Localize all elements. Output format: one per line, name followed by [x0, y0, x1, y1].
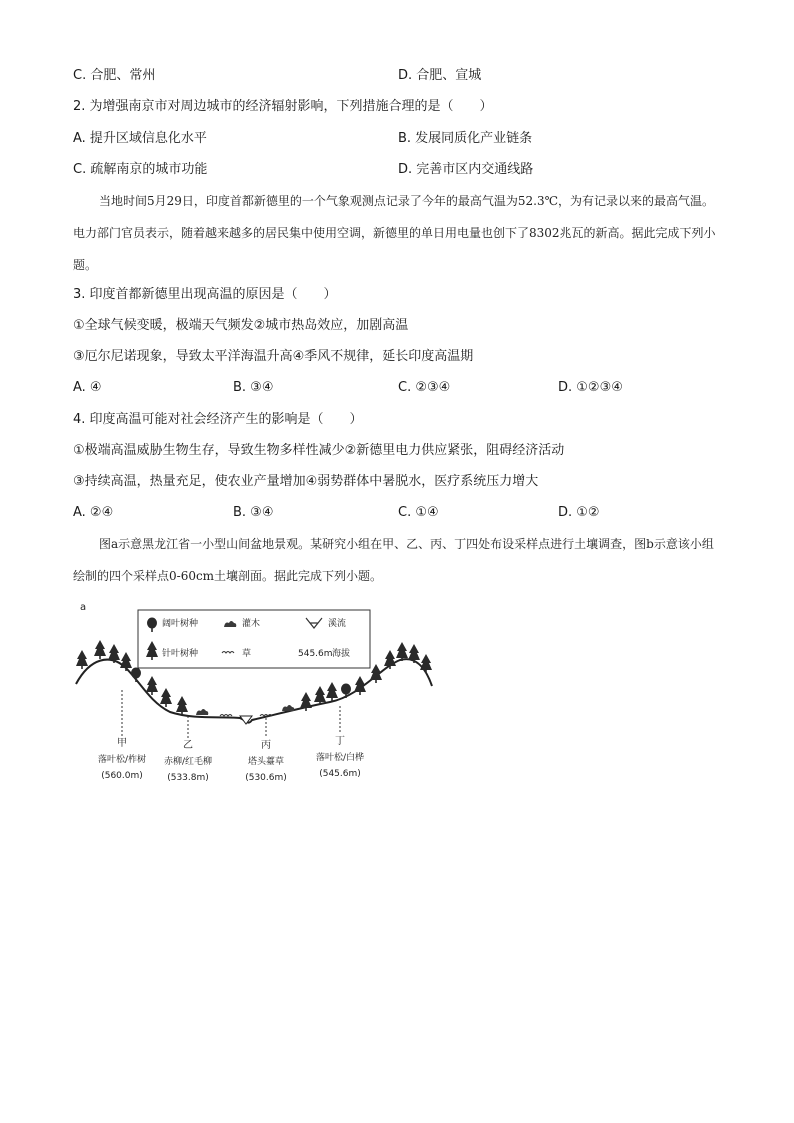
site-bing-elevation: (530.6m) — [245, 773, 287, 783]
site-ding-vegetation: 落叶松/白桦 — [315, 753, 365, 763]
terrain-profile — [76, 659, 432, 722]
q4-statements-1: ①极端高温威胁生物生存，导致生物多样性减少②新德里电力供应紧张，阻碍经济活动 — [73, 443, 565, 458]
site-ding-name: 丁 — [335, 736, 345, 747]
q2-option-a: A. 提升区域信息化水平 — [73, 131, 207, 146]
q2-option-b: B. 发展同质化产业链条 — [398, 131, 533, 146]
q3-option-a: A. ④ — [73, 380, 102, 395]
conifer-icon — [176, 696, 188, 715]
site-bing-vegetation: 塔头薹草 — [247, 757, 285, 767]
shrub-icon — [196, 709, 208, 715]
site-jia-name: 甲 — [117, 738, 127, 749]
q2-option-d: D. 完善市区内交通线路 — [398, 162, 534, 177]
q4-option-a: A. ②④ — [73, 505, 114, 520]
legend-elevation: 海拔 — [332, 649, 351, 659]
q4-statements-2: ③持续高温，热量充足，使农业产量增加④弱势群体中暑脱水，医疗系统压力增大 — [73, 474, 539, 489]
q4-stem: 4. 印度高温可能对社会经济产生的影响是（ ） — [73, 412, 363, 427]
site-jia-elevation: (560.0m) — [101, 771, 143, 781]
q4-option-d: D. ①② — [558, 505, 600, 520]
conifer-icon — [94, 640, 106, 659]
q3-statements-2: ③厄尔尼诺现象，导致太平洋海温升高④季风不规律，延长印度高温期 — [73, 349, 474, 364]
q1-option-d: D. 合肥、宣城 — [398, 68, 482, 83]
passage-india-heat-text: 当地时间5月29日，印度首都新德里的一个气象观测点记录了今年的最高气温为52.3℃，为有记录以来的最高气温。电力部门官员表示，随着越来越多的居民集中使用空调，新德里的单日用电量也创下了8302兆瓦的新高。据此完成下列小题。 — [73, 194, 716, 272]
shrub-icon — [282, 705, 294, 711]
legend-conifer: 针叶树种 — [162, 649, 199, 659]
site-yi-vegetation: 赤柳/红毛柳 — [163, 757, 213, 767]
q3-stem: 3. 印度首都新德里出现高温的原因是（ ） — [73, 287, 337, 302]
conifer-icon — [160, 688, 172, 707]
q1-option-c: C. 合肥、常州 — [73, 68, 156, 83]
conifer-icon — [76, 650, 88, 669]
site-yi-name: 乙 — [183, 740, 193, 751]
conifer-icon — [326, 682, 338, 701]
grass-icon — [220, 715, 232, 717]
passage-basin — [73, 528, 723, 592]
passage-india-heat — [73, 185, 723, 281]
legend-grass: 草 — [242, 649, 252, 659]
site-bing-name: 丙 — [261, 740, 271, 751]
q2-stem: 2. 为增强南京市对周边城市的经济辐射影响，下列措施合理的是（ ） — [73, 99, 493, 114]
q4-option-b: B. ③④ — [233, 505, 274, 520]
conifer-icon — [314, 686, 326, 705]
site-jia-vegetation: 落叶松/柞树 — [97, 755, 147, 765]
site-ding-elevation: (545.6m) — [319, 769, 361, 779]
passage-basin-text: 图a示意黑龙江省一小型山间盆地景观。某研究小组在甲、乙、丙、丁四处布设采样点进行土壤调查，图b示意该小组绘制的四个采样点0-60cm土壤剖面。据此完成下列小题。 — [73, 537, 714, 583]
q3-option-c: C. ②③④ — [398, 380, 451, 395]
broadleaf-icon — [131, 668, 141, 683]
q3-option-b: B. ③④ — [233, 380, 274, 395]
conifer-icon — [146, 676, 158, 695]
legend-broadleaf: 阔叶树种 — [162, 619, 199, 629]
site-yi-elevation: (533.8m) — [167, 773, 209, 783]
q3-statements-1: ①全球气候变暖，极端天气频发②城市热岛效应，加剧高温 — [73, 318, 409, 333]
legend-stream: 溪流 — [328, 619, 347, 629]
conifer-icon — [120, 652, 132, 671]
q2-option-c: C. 疏解南京的城市功能 — [73, 162, 208, 177]
legend-shrub: 灌木 — [242, 619, 261, 629]
q4-option-c: C. ①④ — [398, 505, 439, 520]
figure-a-basin-profile — [70, 598, 440, 793]
q3-option-d: D. ①②③④ — [558, 380, 623, 395]
conifer-icon — [384, 650, 396, 669]
legend-elevation-value: 545.6m — [298, 649, 333, 659]
figure-label: a — [80, 602, 87, 613]
conifer-icon — [420, 654, 432, 673]
